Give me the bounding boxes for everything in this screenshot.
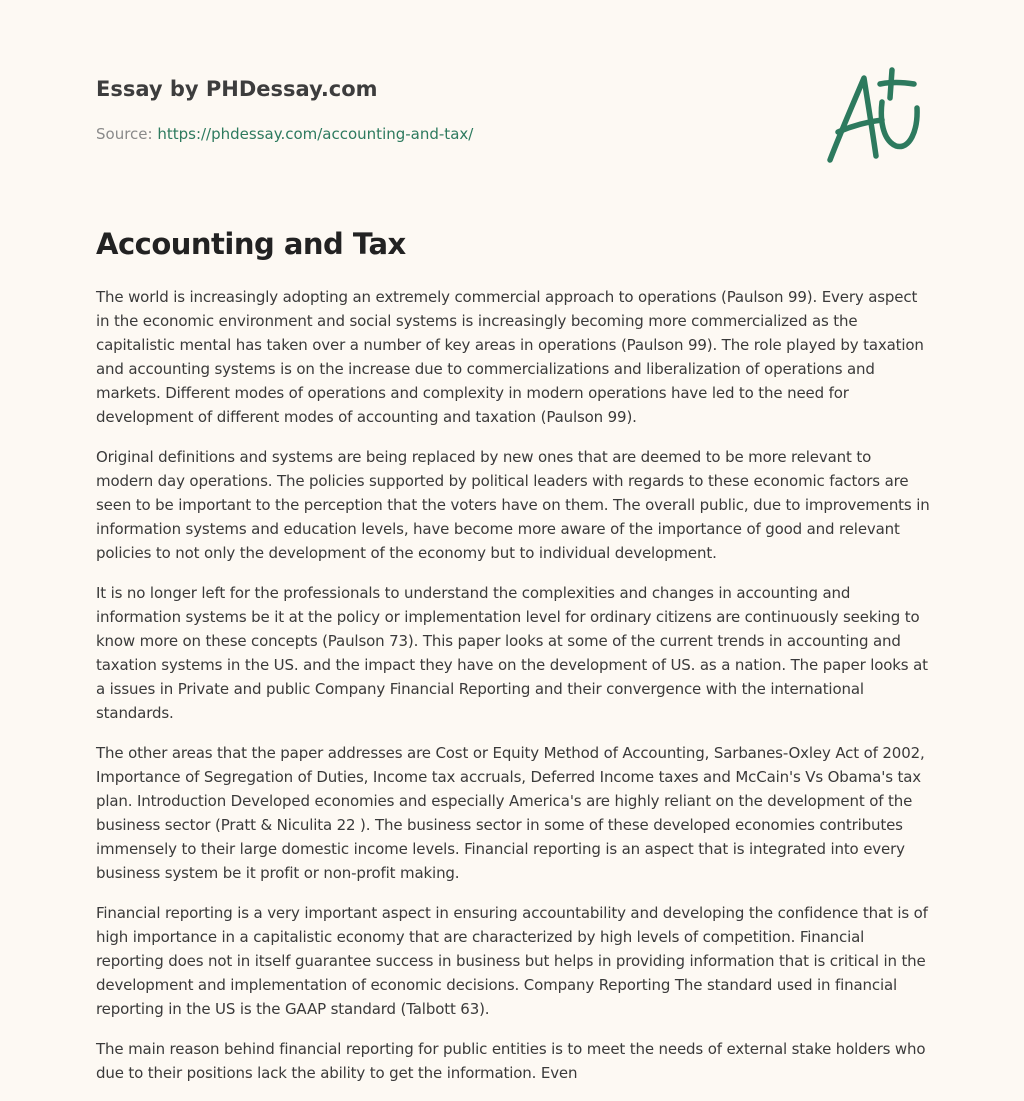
paragraph: The other areas that the paper addresses are Cost or Equity Method of Accounting, Sarbanes-Oxley Act of 2002, Importance of Segregation of Duties, Income tax accruals, Deferred Income taxes and McCain's Vs Obama's tax plan. Introduction Developed economies and especially America's are highly reliant on the development of the business sector (Pratt & Niculita 22 ). The business sector in some of these developed economies contributes immensely to their large domestic income levels. Financial reporting is an aspect that is integrated into every business system be it profit or non-profit making. bbox=[96, 744, 925, 882]
page-title: Accounting and Tax bbox=[96, 227, 406, 261]
header bbox=[96, 74, 696, 144]
paragraph: The main reason behind financial reporting for public entities is to meet the needs of external stake holders who due to their positions lack the ability to get the information. Even bbox=[96, 1040, 926, 1082]
source-link[interactable]: https://phdessay.com/accounting-and-tax/ bbox=[157, 125, 474, 143]
paragraph: The world is increasingly adopting an extremely commercial approach to operations (Paulson 99). Every aspect in the economic environment and social systems is increasingly becoming more commercialized as the capitalistic mental has taken over a number of key areas in operations (Paulson 99). The role played by taxation and accounting systems is on the increase due to commercializations and liberalization of operations and markets. Different modes of operations and complexity in modern operations have led to the need for development of different modes of accounting and taxation (Paulson 99). bbox=[96, 288, 924, 426]
paragraph: Original definitions and systems are being replaced by new ones that are deemed to be more relevant to modern day operations. The policies supported by political leaders with regards to these economic factors are seen to be important to the perception that the voters have on them. The overall public, due to improvements in information systems and education levels, have become more aware of the importance of good and relevant policies to not only the development of the economy but to individual development. bbox=[96, 448, 930, 562]
a-plus-grade-icon bbox=[820, 66, 930, 166]
source-line bbox=[96, 124, 696, 144]
source-label: Source: bbox=[96, 125, 158, 143]
paragraph: Financial reporting is a very important aspect in ensuring accountability and developing the confidence that is of high importance in a capitalistic economy that are characterized by high levels of competition. Financial reporting does not in itself guarantee success in business but helps in providing information that is critical in the development and implementation of economic decisions. Company Reporting The standard used in financial reporting in the US is the GAAP standard (Talbott 63). bbox=[96, 904, 928, 1018]
site-title: Essay by PHDessay.com bbox=[96, 77, 378, 101]
paragraph: It is no longer left for the professionals to understand the complexities and changes in accounting and information systems be it at the policy or implementation level for ordinary citizens are continuously seeking to know more on these concepts (Paulson 73). This paper looks at some of the current trends in accounting and taxation systems in the US. and the impact they have on the development of US. as a nation. The paper looks at a issues in Private and public Company Financial Reporting and their convergence with the international standards. bbox=[96, 584, 928, 722]
article-body bbox=[96, 285, 931, 1101]
